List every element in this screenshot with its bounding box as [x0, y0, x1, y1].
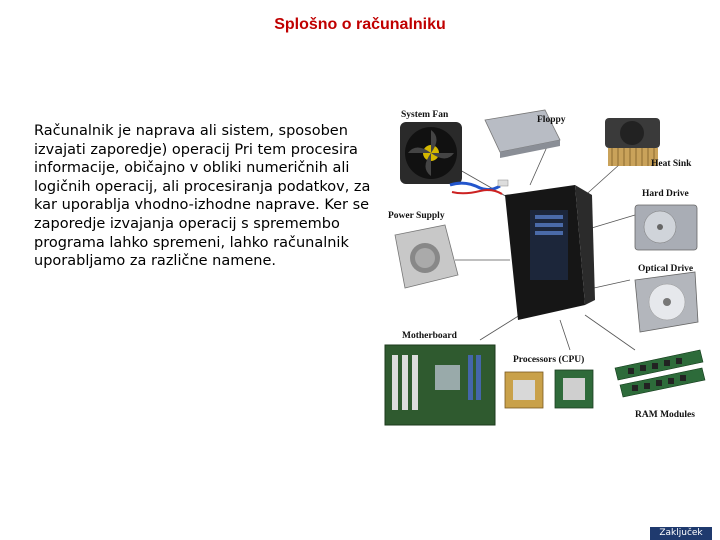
- cables-image: [450, 180, 508, 194]
- computer-case-image: [505, 185, 595, 320]
- label-ram-modules: RAM Modules: [635, 410, 695, 420]
- label-heat-sink: Heat Sink: [651, 159, 692, 169]
- next-slide-button[interactable]: Zaključek: [650, 527, 712, 540]
- label-motherboard: Motherboard: [402, 331, 457, 341]
- label-hard-drive: Hard Drive: [642, 189, 689, 199]
- label-power-supply: Power Supply: [388, 211, 445, 221]
- ram-modules-image: [615, 350, 705, 397]
- label-floppy: Floppy: [537, 115, 566, 125]
- hard-drive-image: [635, 205, 697, 250]
- optical-drive-image: [635, 272, 698, 332]
- motherboard-image: [385, 345, 495, 425]
- slide-body-text: Računalnik je naprava ali sistem, sposoben izvajati zaporedje) operacij Pri tem procesira informacije, običajno v obliki numeričnih ali logičnih operacij, ali procesiranja podatkov, za kar uporablja vhodno-izhodne naprave. Ker se zaporedje izvajanja operacij s spremembo programa lahko spremeni, lahko računalnik uporabljamo za različne namene.: [34, 123, 371, 270]
- label-system-fan: System Fan: [401, 110, 449, 120]
- label-optical-drive: Optical Drive: [638, 264, 694, 274]
- power-supply-image: [395, 225, 458, 288]
- label-processors: Processors (CPU): [513, 355, 585, 365]
- components-illustration: [380, 100, 710, 430]
- processor-image: [505, 370, 593, 408]
- slide-title: Splošno o računalniku: [274, 16, 446, 33]
- system-fan-image: [400, 122, 462, 184]
- computer-components-figure: [380, 100, 710, 430]
